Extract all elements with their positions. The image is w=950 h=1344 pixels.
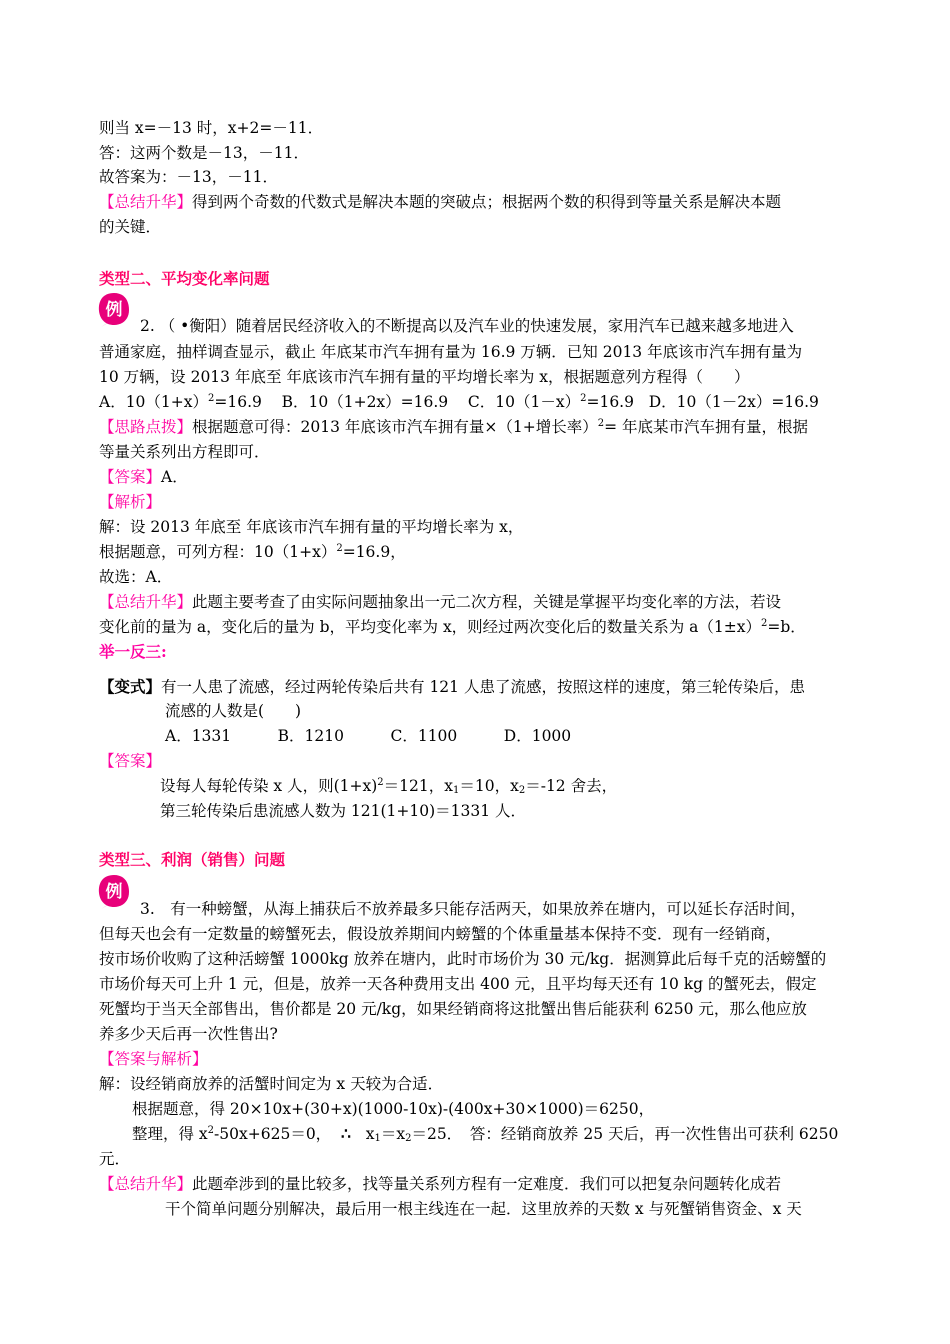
variant-options: A．1331 B．1210 C．1100 D．1000 — [165, 727, 572, 745]
example-badge-icon — [97, 872, 131, 910]
section-title: 类型三、利润（销售）问题 — [99, 850, 286, 869]
summary-tag: 【总结升华】 — [99, 1175, 193, 1193]
option-b: B．10（1+2x）=16.9 — [281, 393, 449, 411]
hint-line: 【思路点拨】根据题意可得：2013 年底该市汽车拥有量×（1+增长率）$^2$= 年底某市汽车拥有量，根据 — [99, 418, 809, 436]
solution-line: 整理，得 $x^2-50x+625=0$， ∴ $x_1=x_2=25$． 答：经销商放养 25 天后，再一次性售出可获利 6250 — [132, 1124, 839, 1144]
solution-line: 根据题意，可列方程：$10(1+x)^2=16.9$， — [99, 543, 406, 561]
hint-tag: 【思路点拨】 — [99, 418, 193, 436]
solution-line: 元． — [99, 1150, 131, 1168]
question-line: 但每天也会有一定数量的螃蟹死去，假设放养期间内螃蟹的个体重量基本保持不变．现有一经销商， — [99, 925, 782, 943]
question-line: 3. 有一种螃蟹，从海上捕获后不放养最多只能存活两天，如果放养在塘内，可以延长存活时间， — [140, 900, 806, 918]
badge-label: 例 — [105, 882, 123, 902]
badge-label: 例 — [105, 300, 123, 320]
question-line: 市场价每天可上升 1 元，但是，放养一天各种费用支出 400 元，且平均每天还有 10 kg 的蟹死去，假定 — [99, 975, 817, 993]
example-badge-icon — [97, 290, 131, 328]
variant-solution: 设每人每轮传染 x 人，则$(1+x)^2=121$，$x_1=10$，$x_2=-12$ 舍去， — [160, 777, 618, 796]
options-line — [99, 391, 819, 413]
summary-tag: 【总结升华】 — [99, 193, 193, 211]
section-title: 类型二、平均变化率问题 — [99, 269, 270, 288]
option-d: D．10（1－2x）=16.9 — [648, 393, 819, 411]
text-line: 的关键． — [99, 218, 162, 236]
summary-line: 变化前的量为 a，变化后的量为 b，平均变化率为 x，则经过两次变化后的数量关系为 $a(1\pm x)^2=b$． — [99, 618, 806, 636]
text-line: 答：这两个数是－13，－11． — [99, 144, 309, 162]
summary-text: 得到两个奇数的代数式是解决本题的突破点；根据两个数的积得到等量关系是解决本题 — [192, 193, 782, 211]
solution-line: 根据题意，得 20×10x+(30+x)(1000-10x)-(400x+30×1000)＝6250， — [132, 1100, 655, 1118]
option-a: A．$10(1+x)^2=16.9$ — [99, 393, 262, 411]
solution-line: 解：设 2013 年底至 年底该市汽车拥有量的平均增长率为 x， — [99, 518, 524, 536]
text-line: 故答案为：－13，－11． — [99, 168, 278, 186]
text-line: 等量关系列出方程即可． — [99, 443, 270, 461]
solution-line: 故选：A． — [99, 568, 173, 586]
question-line: 10 万辆，设 2013 年底至 年底该市汽车拥有量的平均增长率为 x，根据题意列方程得（ ） — [99, 368, 750, 386]
extend-heading: 举一反三: — [99, 642, 167, 661]
option-c: C．$10(1-x)^2=16.9$ — [467, 393, 634, 411]
question-line: 养多少天后再一次性售出? — [99, 1025, 278, 1043]
question-line: 2. （ •衡阳）随着居民经济收入的不断提高以及汽车业的快速发展，家用汽车已越来越多地进入 — [140, 317, 794, 335]
text-line: 则当 x=－13 时，x+2=－11． — [99, 119, 324, 137]
question-line: 按市场价收购了这种活螃蟹 1000kg 放养在塘内，此时市场价为 30 元/kg．据测算此后每千克的活螃蟹的 — [99, 950, 827, 968]
summary-tag: 【总结升华】 — [99, 593, 193, 611]
summary-line: 干个简单问题分别解决，最后用一根主线连在一起．这里放养的天数 x 与死蟹销售资金、x 天 — [165, 1200, 802, 1218]
therefore-symbol: ∴ — [341, 1124, 351, 1143]
answer-tag: 【答案】 — [99, 468, 162, 486]
variant-line: 【变式】有一人患了流感，经过两轮传染后共有 121 人患了流感，按照这样的速度，第三轮传染后，患 — [99, 677, 805, 696]
variant-solution: 第三轮传染后患流感人数为 121(1+10)＝1331 人． — [160, 802, 527, 820]
solution-line: 解：设经销商放养的活蟹时间定为 x 天较为合适． — [99, 1075, 444, 1093]
variant-line: 流感的人数是( ) — [165, 702, 302, 720]
summary-line: 【总结升华】此题牵涉到的量比较多，找等量关系列方程有一定难度．我们可以把复杂问题转化成若 — [99, 1175, 782, 1193]
question-line: 普通家庭，抽样调查显示，截止 年底某市汽车拥有量为 16.9 万辆．已知 2013 年底该市汽车拥有量为 — [99, 343, 803, 361]
summary-line: 【总结升华】此题主要考查了由实际问题抽象出一元二次方程，关键是掌握平均变化率的方法，若设 — [99, 593, 782, 611]
answer-line: 【答案】A． — [99, 468, 188, 486]
variant-tag: 【变式】 — [99, 677, 162, 696]
summary-line — [99, 191, 781, 213]
answer-tag: 【答案】 — [99, 752, 162, 770]
question-line: 死蟹均于当天全部售出，售价都是 20 元/kg，如果经销商将这批蟹出售后能获利 6250 元，那么他应放 — [99, 1000, 807, 1018]
analysis-tag: 【解析】 — [99, 493, 162, 511]
answer-tag: 【答案与解析】 — [99, 1050, 208, 1068]
